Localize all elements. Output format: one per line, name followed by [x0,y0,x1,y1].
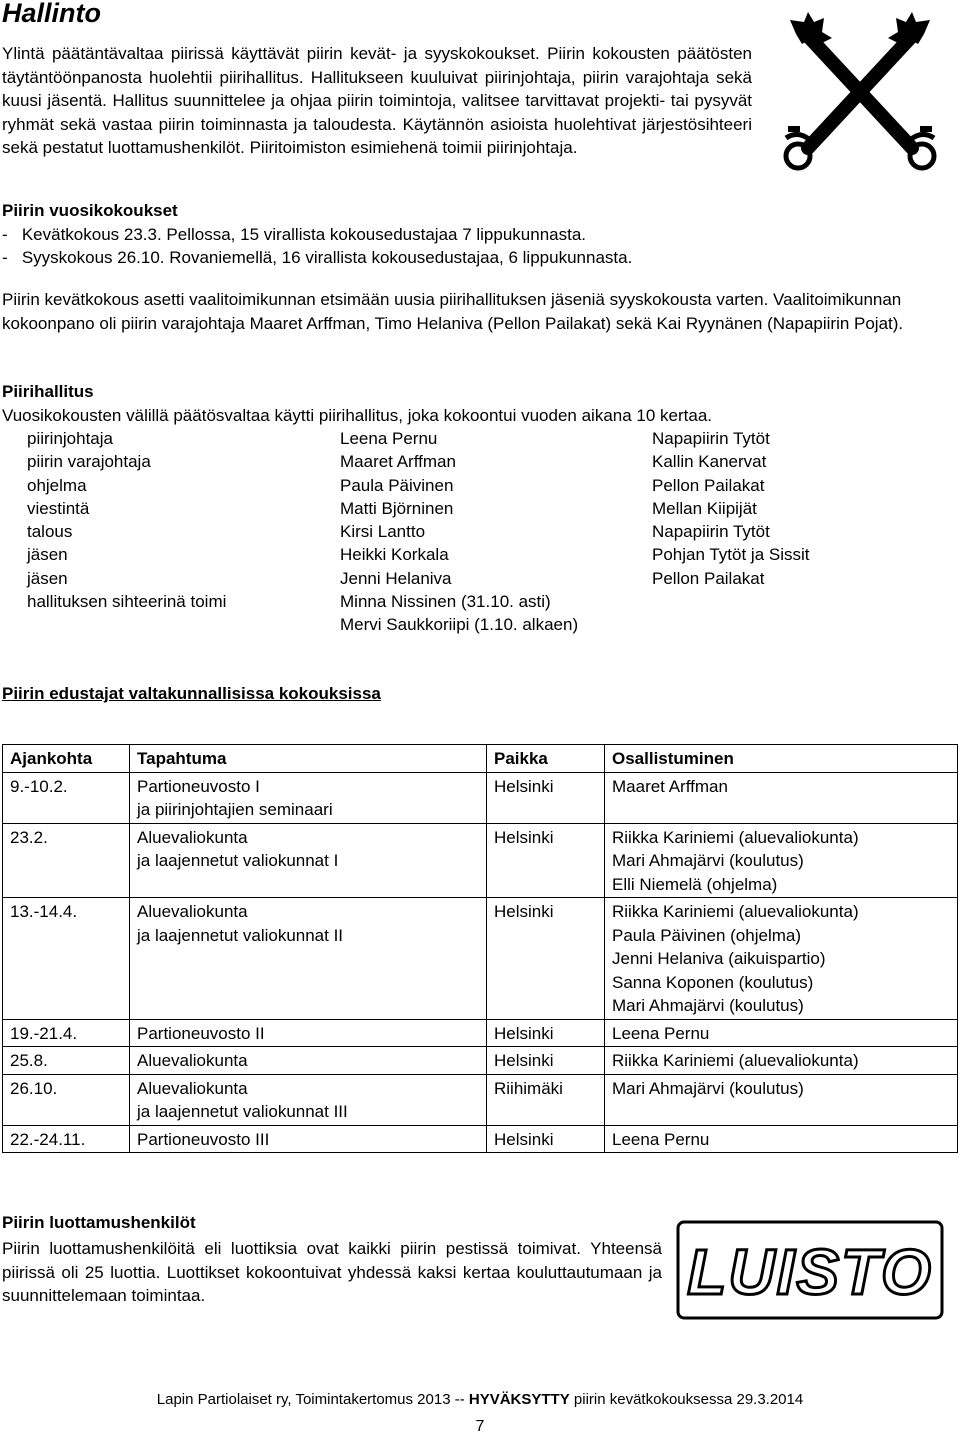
board-row [27,452,947,475]
committee-paragraph: Piirin kevätkokous asetti vaalitoimikunnan etsimään uusia piirihallituksen jäseniä syyskokousta varten. Vaalitoimikunnan kokoonpano oli piirin varajohtaja Maaret Arffman, Timo Helaniva (Pellon Pailakat) sekä Kai Ryynänen (Napapiirin Pojat). [2,290,904,333]
board-role: jäsen [27,545,68,564]
delegates-heading: Piirin edustajat valtakunnallisissa kokouksissa [2,684,381,703]
col-header-participants: Osallistuminen [605,745,958,773]
board-member-group: Kallin Kanervat [652,452,767,471]
board-member-name: Kirsi Lantto [340,522,426,541]
meetings-heading: Piirin vuosikokoukset [2,201,178,220]
cell-event: Aluevaliokunta ja laajennetut valiokunnat III [130,1074,487,1125]
board-member-name: Minna Nissinen (31.10. asti) [340,592,551,611]
cell-date: 19.-21.4. [3,1019,130,1047]
cell-event: Aluevaliokunta ja laajennetut valiokunnat I [130,823,487,898]
cell-participants: Leena Pernu [605,1019,958,1047]
page-title: Hallinto [2,0,101,28]
cell-date: 22.-24.11. [3,1125,130,1153]
board-intro: Vuosikokousten välillä päätösvaltaa käytti piirihallitus, joka kokoontui vuoden aikana 10 kertaa. [2,406,713,425]
board-member-name: Heikki Korkala [340,545,449,564]
cell-date: 23.2. [3,823,130,898]
col-header-date: Ajankohta [3,745,130,773]
meetings-item-spring: - Kevätkokous 23.3. Pellossa, 15 virallista kokousedustajaa 7 lippukunnasta. [2,224,587,244]
board-member-name: Maaret Arffman [340,452,456,471]
board-row [27,545,947,568]
board-role: piirinjohtaja [27,429,113,448]
table-row [3,772,958,823]
cell-place: Helsinki [487,1019,605,1047]
cell-date: 26.10. [3,1074,130,1125]
board-row [27,592,947,615]
cell-place: Helsinki [487,1047,605,1075]
board-member-group: Napapiirin Tytöt [652,522,770,541]
cell-place: Helsinki [487,772,605,823]
cell-event: Partioneuvosto I ja piirinjohtajien seminaari [130,772,487,823]
table-row [3,1047,958,1075]
board-role: ohjelma [27,476,87,495]
luisto-logo-text: LUISTO [687,1236,933,1308]
table-header-row [3,745,958,773]
board-member-name: Paula Päivinen [340,476,454,495]
board-role: talous [27,522,73,541]
cell-date: 9.-10.2. [3,772,130,823]
cell-event: Aluevaliokunta ja laajennetut valiokunnat II [130,898,487,1020]
cell-place: Helsinki [487,1125,605,1153]
board-role: piirin varajohtaja [27,452,151,471]
board-role: jäsen [27,569,68,588]
trustees-paragraph: Piirin luottamushenkilöitä eli luottiksia ovat kaikki piirin pestissä toimivat. Yhteensä piirissä oli 25 luottia. Luottikset kokoontuivat yhdessä kaksi kertaa kouluttautumaan ja suunnittelemaan toimintaa. [2,1239,662,1305]
board-row [27,569,947,592]
cell-date: 25.8. [3,1047,130,1075]
board-member-name: Matti Björninen [340,499,454,518]
cell-date: 13.-14.4. [3,898,130,1020]
table-row [3,898,958,1020]
table-row [3,823,958,898]
page-footer: Lapin Partiolaiset ry, Toimintakertomus 2013 -- HYVÄKSYTTY piirin kevätkokouksessa 29.3.2014 [156,1391,804,1408]
board-member-group: Pellon Pailakat [652,476,765,495]
cell-event: Aluevaliokunta [130,1047,487,1075]
board-member-name: Leena Pernu [340,429,438,448]
cell-participants: Riikka Kariniemi (aluevaliokunta) Mari Ahmajärvi (koulutus) Elli Niemelä (ohjelma) [605,823,958,898]
board-member-group: Pohjan Tytöt ja Sissit [652,545,810,564]
delegates-table [2,744,958,1153]
board-heading: Piirihallitus [2,382,94,401]
cell-place: Riihimäki [487,1074,605,1125]
cell-participants: Riikka Kariniemi (aluevaliokunta) Paula Päivinen (ohjelma) Jenni Helaniva (aikuispartio) Sanna Koponen (koulutus) Mari Ahmajärvi (koulutus) [605,898,958,1020]
cell-event: Partioneuvosto III [130,1125,487,1153]
trustees-heading: Piirin luottamushenkilöt [2,1213,196,1232]
board-row [27,499,947,522]
board-row [27,429,947,452]
board-row [27,615,947,638]
table-row [3,1074,958,1125]
crossed-keys-emblem [780,8,940,176]
cell-place: Helsinki [487,898,605,1020]
cell-participants: Riikka Kariniemi (aluevaliokunta) [605,1047,958,1075]
intro-paragraph: Ylintä päätäntävaltaa piirissä käyttävät piirin kevät- ja syyskokoukset. Piirin kokousten päätösten täytäntöönpanosta huolehtii piirihallitus. Hallitukseen kuuluivat piirinjohtaja, piirin varajohtaja sekä kuusi jäsentä. Hallitus suunnittelee ja ohjaa piirin toimintoja, valitsee tarvittavat projekti- tai pysyvät ryhmät sekä vastaa piirin toiminnasta ja taloudesta. Käytännön asioista huolehtivat järjestösihteeri sekä pestatut luottamushenkilöt. Piiritoimiston esimiehenä toimii piirinjohtaja. [2,44,752,157]
cell-participants: Maaret Arffman [605,772,958,823]
board-row [27,522,947,545]
table-row [3,1125,958,1153]
meetings-item-autumn: - Syyskokous 26.10. Rovaniemellä, 16 virallista kokousedustajaa, 6 lippukunnasta. [2,248,633,267]
board-row [27,476,947,499]
meetings-section [2,199,632,270]
board-role: viestintä [27,499,90,518]
cell-event: Partioneuvosto II [130,1019,487,1047]
col-header-place: Paikka [487,745,605,773]
board-role: hallituksen sihteerinä toimi [27,592,227,611]
luisto-logo [676,1220,944,1320]
cell-participants: Mari Ahmajärvi (koulutus) [605,1074,958,1125]
board-member-name: Mervi Saukkoriipi (1.10. alkaen) [340,615,579,634]
cell-participants: Leena Pernu [605,1125,958,1153]
board-member-group: Mellan Kiipijät [652,499,757,518]
board-member-group: Pellon Pailakat [652,569,765,588]
col-header-event: Tapahtuma [130,745,487,773]
table-row [3,1019,958,1047]
board-member-group: Napapiirin Tytöt [652,429,770,448]
board-member-name: Jenni Helaniva [340,569,452,588]
page-number: 7 [475,1418,485,1435]
cell-place: Helsinki [487,823,605,898]
